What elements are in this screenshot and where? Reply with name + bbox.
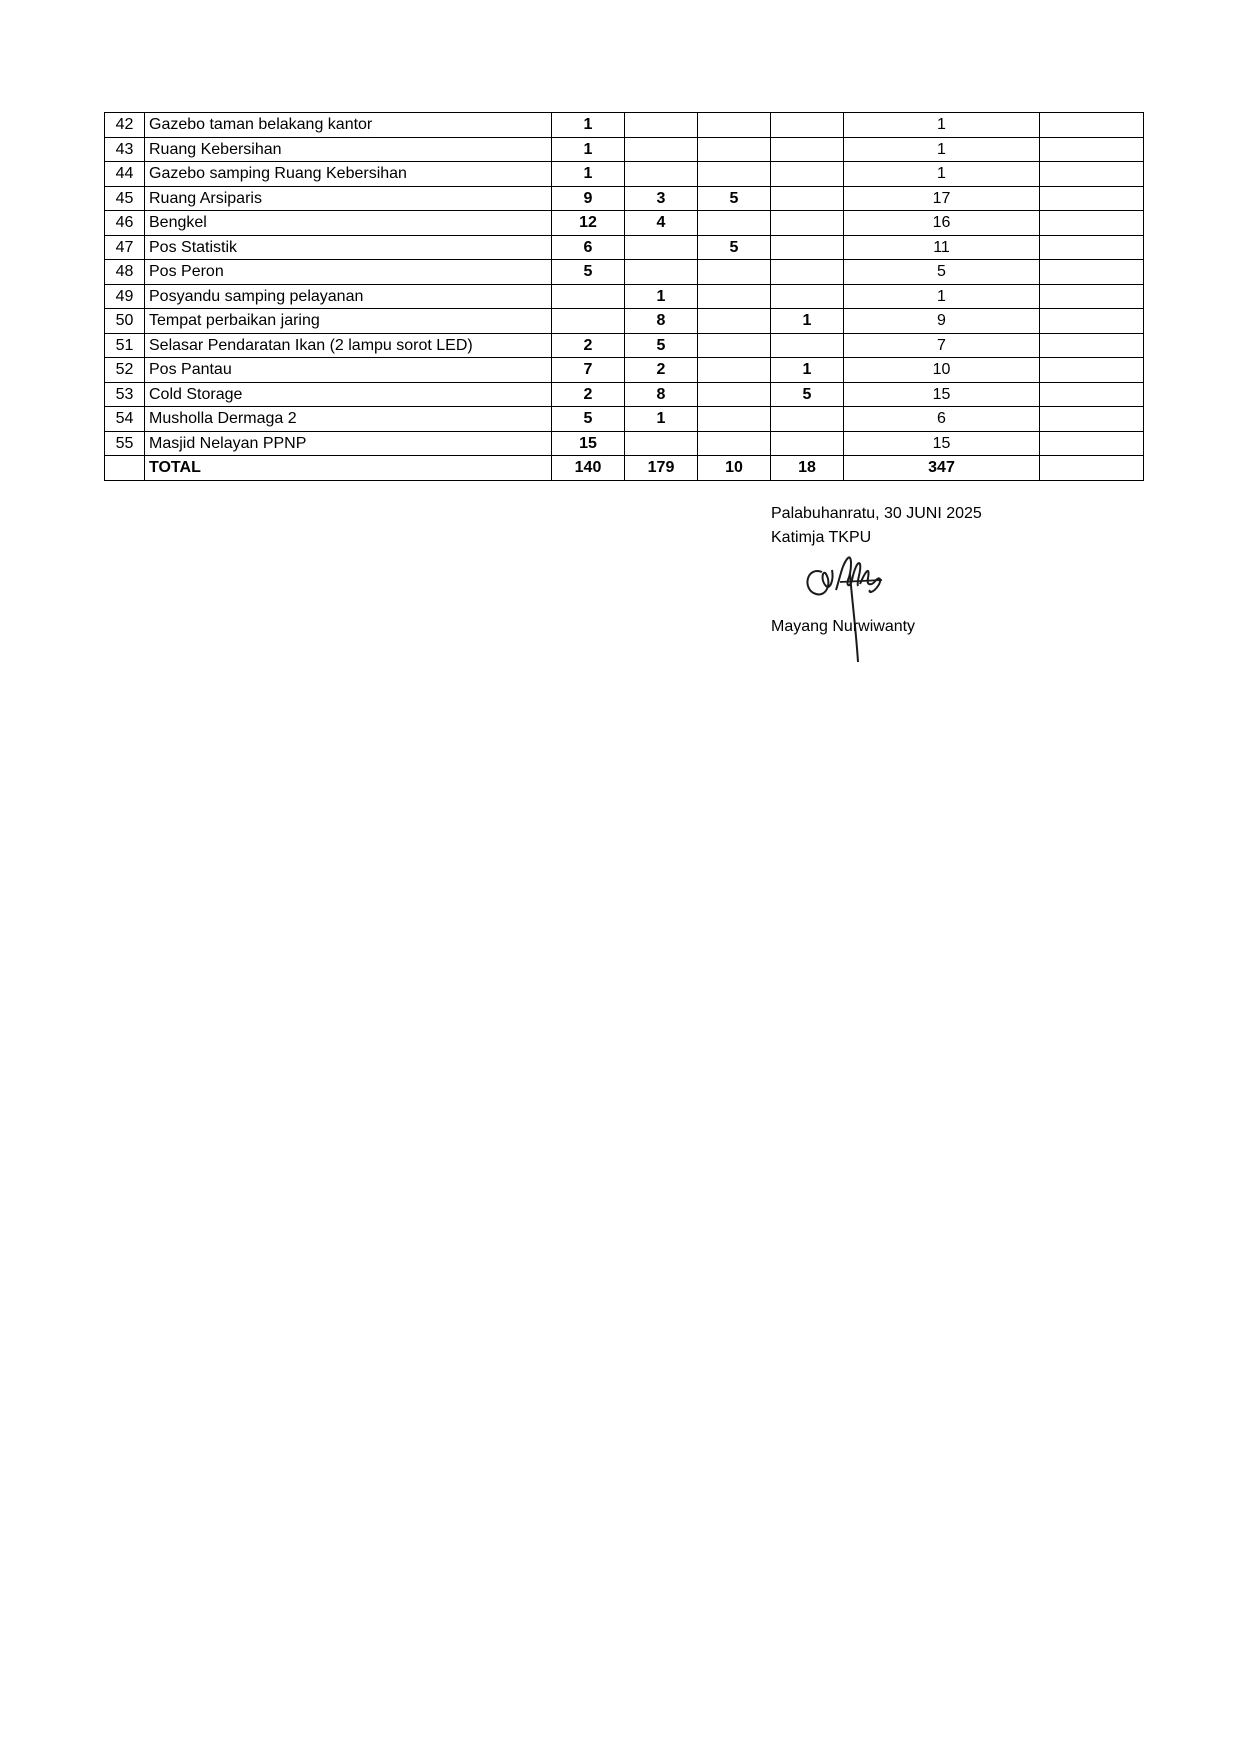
note-cell — [1040, 309, 1144, 334]
row-total: 1 — [844, 162, 1040, 187]
location-name: Bengkel — [145, 211, 552, 236]
count-col-4: 18 — [771, 456, 844, 481]
count-col-2 — [625, 162, 698, 187]
count-col-4: 1 — [771, 309, 844, 334]
table-row — [105, 333, 1144, 358]
row-total: 15 — [844, 431, 1040, 456]
note-cell — [1040, 358, 1144, 383]
note-cell — [1040, 382, 1144, 407]
row-number: 54 — [105, 407, 145, 432]
row-total: 347 — [844, 456, 1040, 481]
row-number: 46 — [105, 211, 145, 236]
location-name: TOTAL — [145, 456, 552, 481]
location-name: Posyandu samping pelayanan — [145, 284, 552, 309]
location-name: Masjid Nelayan PPNP — [145, 431, 552, 456]
location-name: Musholla Dermaga 2 — [145, 407, 552, 432]
location-name: Ruang Kebersihan — [145, 137, 552, 162]
count-col-2 — [625, 260, 698, 285]
count-col-2: 8 — [625, 309, 698, 334]
count-col-2 — [625, 235, 698, 260]
count-col-1: 15 — [552, 431, 625, 456]
count-col-4: 5 — [771, 382, 844, 407]
row-total: 16 — [844, 211, 1040, 236]
note-cell — [1040, 260, 1144, 285]
count-col-4 — [771, 333, 844, 358]
location-name: Gazebo samping Ruang Kebersihan — [145, 162, 552, 187]
note-cell — [1040, 137, 1144, 162]
row-number — [105, 456, 145, 481]
location-name: Pos Statistik — [145, 235, 552, 260]
count-col-3 — [698, 211, 771, 236]
count-col-3: 5 — [698, 186, 771, 211]
count-col-3 — [698, 137, 771, 162]
row-number: 51 — [105, 333, 145, 358]
row-total: 7 — [844, 333, 1040, 358]
row-number: 50 — [105, 309, 145, 334]
row-number: 47 — [105, 235, 145, 260]
count-col-1: 2 — [552, 382, 625, 407]
place-date: Palabuhanratu, 30 JUNI 2025 — [771, 505, 982, 522]
location-name: Selasar Pendaratan Ikan (2 lampu sorot LED) — [145, 333, 552, 358]
note-cell — [1040, 431, 1144, 456]
count-col-2: 1 — [625, 407, 698, 432]
count-col-2: 4 — [625, 211, 698, 236]
table-row — [105, 431, 1144, 456]
count-col-4 — [771, 407, 844, 432]
count-col-3 — [698, 407, 771, 432]
count-col-3 — [698, 284, 771, 309]
count-col-3 — [698, 333, 771, 358]
table-row — [105, 284, 1144, 309]
note-cell — [1040, 186, 1144, 211]
note-cell — [1040, 211, 1144, 236]
location-name: Cold Storage — [145, 382, 552, 407]
count-col-3 — [698, 162, 771, 187]
note-cell — [1040, 407, 1144, 432]
location-name: Pos Pantau — [145, 358, 552, 383]
note-cell — [1040, 235, 1144, 260]
table-row — [105, 382, 1144, 407]
count-col-2: 8 — [625, 382, 698, 407]
location-name: Tempat perbaikan jaring — [145, 309, 552, 334]
count-col-3 — [698, 431, 771, 456]
count-col-4 — [771, 431, 844, 456]
count-col-1: 1 — [552, 162, 625, 187]
count-col-1: 1 — [552, 113, 625, 138]
count-col-1 — [552, 284, 625, 309]
count-col-4: 1 — [771, 358, 844, 383]
count-col-4 — [771, 211, 844, 236]
note-cell — [1040, 333, 1144, 358]
table-row — [105, 260, 1144, 285]
count-col-3: 5 — [698, 235, 771, 260]
table-row — [105, 186, 1144, 211]
count-col-1: 140 — [552, 456, 625, 481]
count-col-4 — [771, 137, 844, 162]
lamp-inventory-table — [104, 112, 1144, 481]
location-name: Ruang Arsiparis — [145, 186, 552, 211]
location-name: Gazebo taman belakang kantor — [145, 113, 552, 138]
row-total: 5 — [844, 260, 1040, 285]
count-col-4 — [771, 284, 844, 309]
count-col-2: 1 — [625, 284, 698, 309]
handwritten-signature — [796, 550, 906, 665]
table-row — [105, 309, 1144, 334]
table-row — [105, 162, 1144, 187]
total-row — [105, 456, 1144, 481]
count-col-1: 9 — [552, 186, 625, 211]
count-col-1: 5 — [552, 407, 625, 432]
row-total: 9 — [844, 309, 1040, 334]
count-col-3 — [698, 260, 771, 285]
count-col-1: 7 — [552, 358, 625, 383]
table-row — [105, 235, 1144, 260]
count-col-2 — [625, 113, 698, 138]
row-total: 1 — [844, 137, 1040, 162]
row-total: 10 — [844, 358, 1040, 383]
row-number: 42 — [105, 113, 145, 138]
row-number: 44 — [105, 162, 145, 187]
table-row — [105, 211, 1144, 236]
table-row — [105, 358, 1144, 383]
count-col-4 — [771, 235, 844, 260]
row-total: 1 — [844, 284, 1040, 309]
row-number: 49 — [105, 284, 145, 309]
count-col-1: 5 — [552, 260, 625, 285]
table-row — [105, 137, 1144, 162]
row-total: 6 — [844, 407, 1040, 432]
location-name: Pos Peron — [145, 260, 552, 285]
note-cell — [1040, 456, 1144, 481]
row-number: 52 — [105, 358, 145, 383]
count-col-1: 2 — [552, 333, 625, 358]
row-number: 45 — [105, 186, 145, 211]
table-row — [105, 407, 1144, 432]
row-number: 55 — [105, 431, 145, 456]
count-col-1: 6 — [552, 235, 625, 260]
row-number: 43 — [105, 137, 145, 162]
count-col-3 — [698, 382, 771, 407]
signature-block — [771, 502, 982, 550]
count-col-1 — [552, 309, 625, 334]
count-col-1: 12 — [552, 211, 625, 236]
count-col-4 — [771, 186, 844, 211]
row-total: 17 — [844, 186, 1040, 211]
row-total: 15 — [844, 382, 1040, 407]
count-col-4 — [771, 113, 844, 138]
row-total: 1 — [844, 113, 1040, 138]
count-col-4 — [771, 260, 844, 285]
signer-position: Katimja TKPU — [771, 529, 872, 546]
count-col-2: 5 — [625, 333, 698, 358]
count-col-3 — [698, 113, 771, 138]
count-col-2: 179 — [625, 456, 698, 481]
count-col-2: 2 — [625, 358, 698, 383]
count-col-1: 1 — [552, 137, 625, 162]
count-col-2: 3 — [625, 186, 698, 211]
count-col-4 — [771, 162, 844, 187]
row-total: 11 — [844, 235, 1040, 260]
count-col-2 — [625, 137, 698, 162]
count-col-2 — [625, 431, 698, 456]
row-number: 53 — [105, 382, 145, 407]
count-col-3: 10 — [698, 456, 771, 481]
count-col-3 — [698, 309, 771, 334]
count-col-3 — [698, 358, 771, 383]
row-number: 48 — [105, 260, 145, 285]
note-cell — [1040, 162, 1144, 187]
note-cell — [1040, 284, 1144, 309]
table-row — [105, 113, 1144, 138]
signer-name: Mayang Nurwiwanty — [771, 618, 916, 635]
note-cell — [1040, 113, 1144, 138]
